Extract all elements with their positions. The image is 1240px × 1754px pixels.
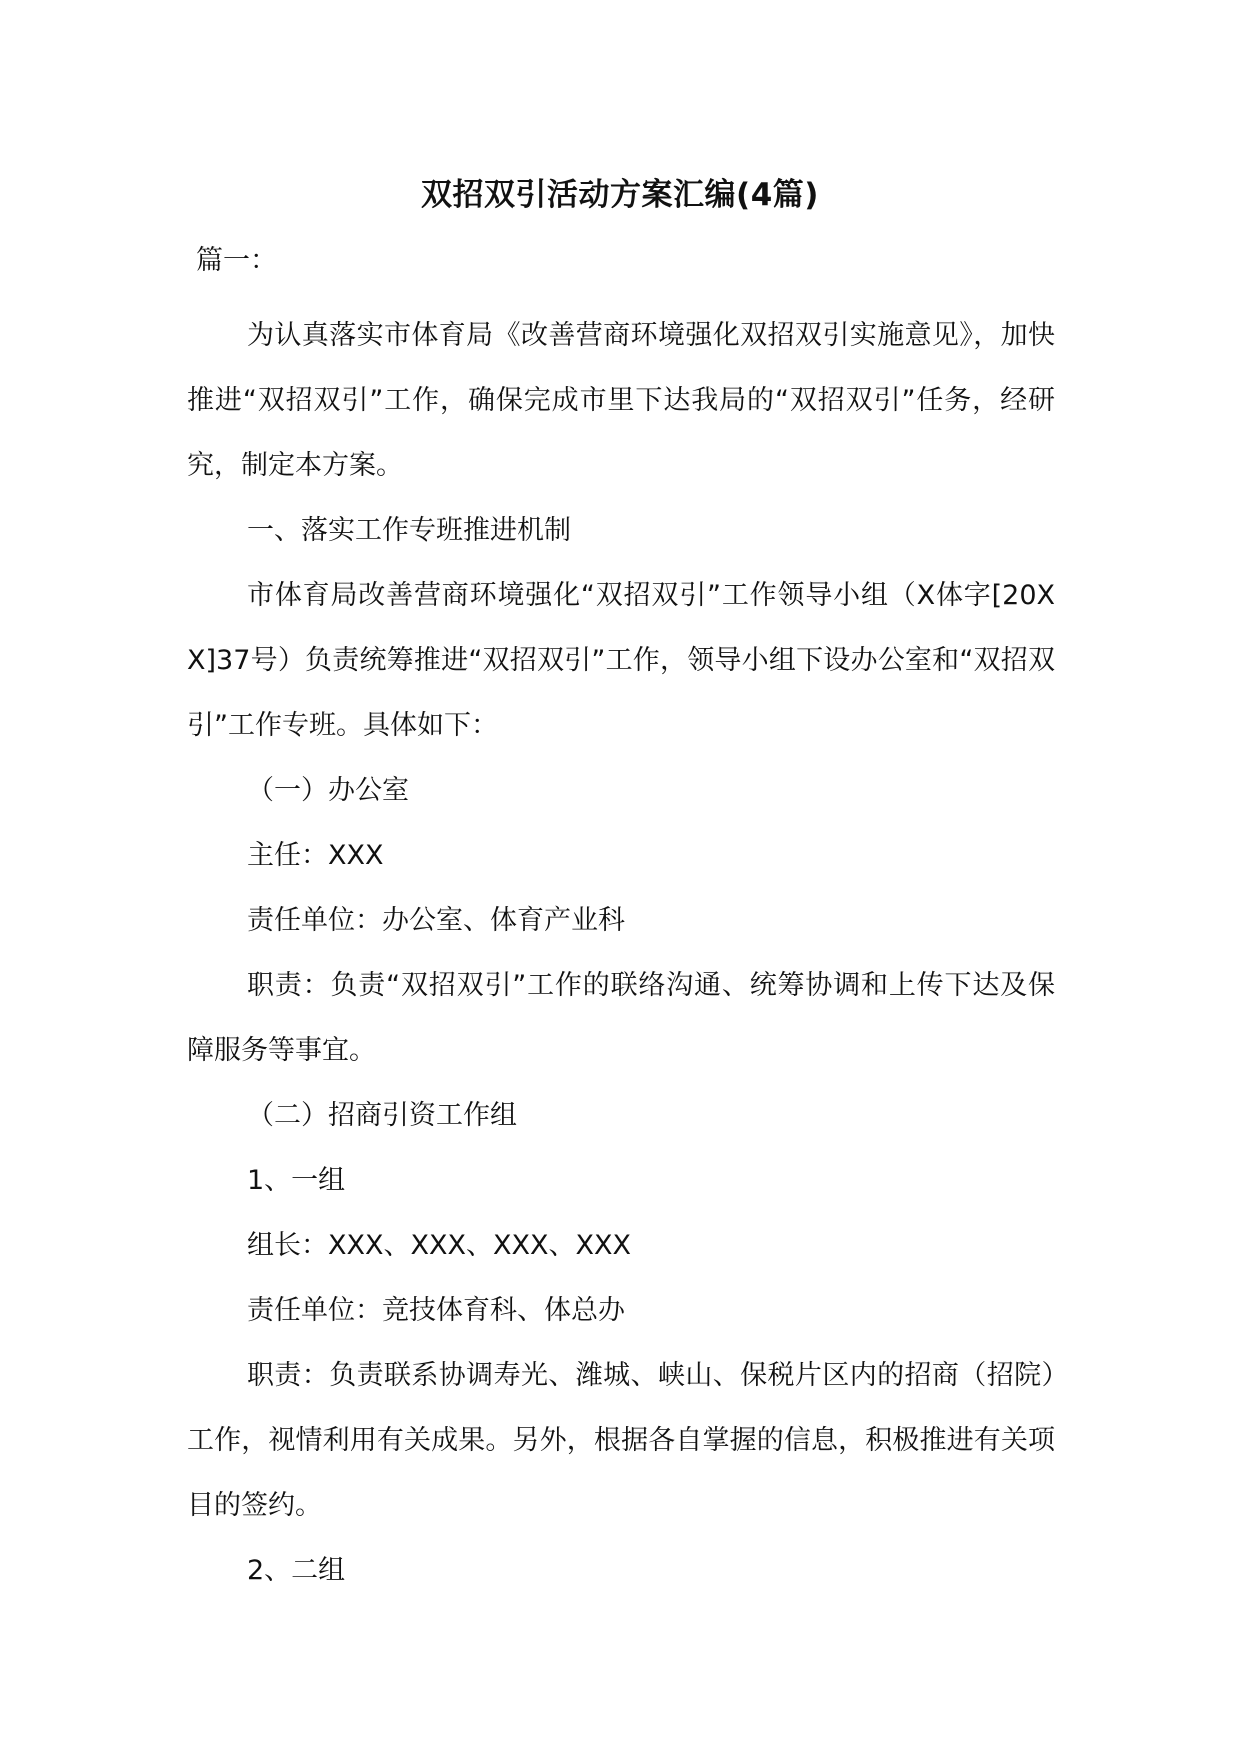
group-one-duties: 职责：负责联系协调寿光、潍城、峡山、保税片区内的招商（招院）工作，视情利用有关成果。另外，根据各自掌握的信息，积极推进有关项目的签约。: [187, 1360, 1055, 1521]
paragraph-leadership-group: 市体育局改善营商环境强化“双招双引”工作领导小组（X体字[20XX]37号）负责统筹推进“双招双引”工作，领导小组下设办公室和“双招双引”工作专班。具体如下：: [187, 580, 1055, 741]
heading-group-two: 2、二组: [247, 1555, 346, 1586]
document-body: [187, 303, 1055, 1603]
office-responsible-units: 责任单位：办公室、体育产业科: [247, 905, 625, 936]
section-label: 篇一：: [196, 245, 277, 276]
heading-office: （一）办公室: [247, 775, 409, 806]
paragraph-intro: 为认真落实市体育局《改善营商环境强化双招双引实施意见》，加快推进“双招双引”工作，确保完成市里下达我局的“双招双引”任务，经研究，制定本方案。: [187, 320, 1055, 481]
heading-work-mechanism: 一、落实工作专班推进机制: [247, 515, 571, 546]
office-duties: 职责：负责“双招双引”工作的联络沟通、统筹协调和上传下达及保障服务等事宜。: [187, 970, 1055, 1066]
document-title: 双招双引活动方案汇编(4篇): [421, 177, 819, 213]
group-one-responsible-units: 责任单位：竞技体育科、体总办: [247, 1295, 625, 1326]
heading-group-one: 1、一组: [247, 1165, 346, 1196]
group-one-leaders: 组长：XXX、XXX、XXX、XXX: [247, 1230, 631, 1261]
heading-investment-group: （二）招商引资工作组: [247, 1100, 517, 1131]
office-director: 主任：XXX: [247, 840, 384, 871]
